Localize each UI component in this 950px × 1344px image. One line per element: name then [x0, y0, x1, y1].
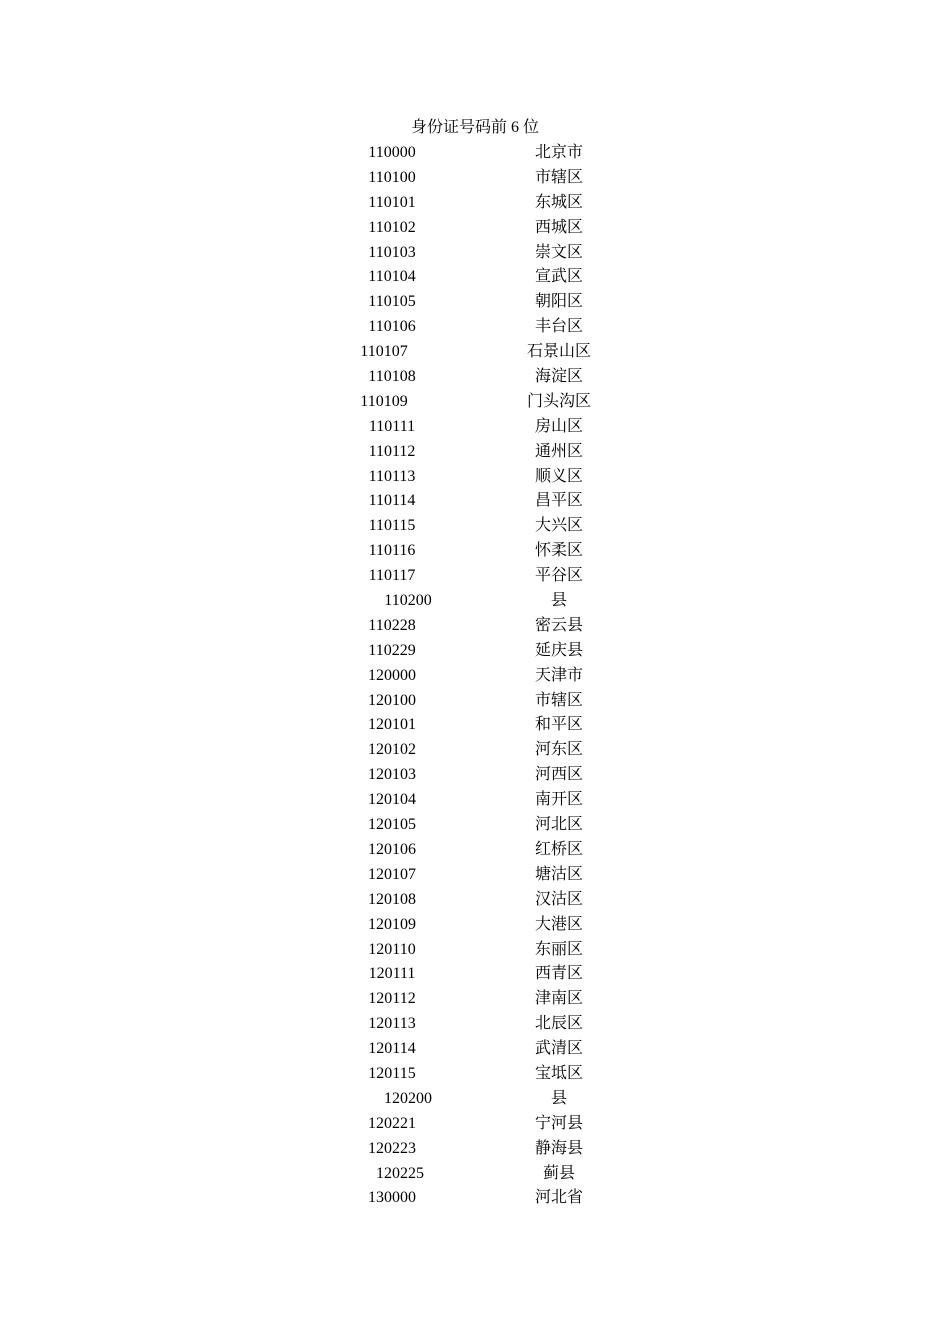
region-name: 大兴区 — [534, 517, 584, 535]
region-code: 130000 — [368, 1189, 416, 1207]
table-row — [0, 1162, 950, 1187]
region-code: 120104 — [368, 791, 416, 809]
region-name: 怀柔区 — [534, 542, 584, 560]
table-row — [0, 589, 950, 614]
region-name: 密云县 — [534, 616, 584, 634]
region-name: 北京市 — [534, 144, 584, 161]
table-row — [0, 738, 950, 763]
region-name: 河北省 — [534, 1189, 584, 1207]
table-row — [0, 664, 950, 689]
region-name: 东丽区 — [534, 940, 584, 958]
region-code: 120200 — [384, 1089, 432, 1107]
region-code: 120221 — [368, 1114, 416, 1132]
region-name: 平谷区 — [534, 567, 584, 585]
region-code: 120106 — [368, 840, 416, 858]
region-name: 宣武区 — [534, 268, 584, 286]
table-row — [0, 489, 950, 514]
table-row — [0, 1037, 950, 1062]
region-code: 120000 — [368, 666, 416, 684]
region-code: 110228 — [368, 616, 416, 634]
table-row — [0, 440, 950, 465]
table-row — [0, 265, 950, 290]
region-code: 110000 — [368, 144, 416, 161]
region-code: 110105 — [368, 293, 416, 311]
table-row — [0, 365, 950, 390]
region-name: 西青区 — [534, 965, 584, 983]
region-name: 西城区 — [534, 218, 584, 236]
table-row — [0, 415, 950, 440]
region-code: 110104 — [368, 268, 416, 286]
region-name: 南开区 — [534, 791, 584, 809]
region-name: 石景山区 — [526, 343, 592, 361]
region-name: 和平区 — [534, 716, 584, 734]
table-row — [0, 191, 950, 216]
table-row — [0, 1012, 950, 1037]
table-row — [0, 564, 950, 589]
region-name: 市辖区 — [534, 168, 584, 186]
region-name: 县 — [550, 592, 568, 610]
region-code: 110103 — [368, 243, 416, 261]
table-row — [0, 1186, 950, 1211]
table-row — [0, 1112, 950, 1137]
table-row — [0, 763, 950, 788]
region-code: 120109 — [368, 915, 416, 933]
region-name: 县 — [550, 1089, 568, 1107]
region-name: 河北区 — [534, 816, 584, 834]
region-code: 120115 — [368, 1064, 416, 1082]
region-name: 东城区 — [534, 193, 584, 211]
table-row — [0, 539, 950, 564]
table-row — [0, 838, 950, 863]
table-row — [0, 639, 950, 664]
region-code: 120102 — [368, 741, 416, 759]
region-code: 110113 — [368, 467, 416, 485]
table-row — [0, 1137, 950, 1162]
region-code: 120103 — [368, 766, 416, 784]
region-name: 通州区 — [534, 442, 584, 460]
table-row — [0, 938, 950, 963]
table-row — [0, 888, 950, 913]
region-name: 红桥区 — [534, 840, 584, 858]
region-name: 丰台区 — [534, 318, 584, 336]
region-code: 110111 — [368, 417, 416, 435]
table-row — [0, 962, 950, 987]
table-row — [0, 514, 950, 539]
region-name: 房山区 — [534, 417, 584, 435]
region-code: 110101 — [368, 193, 416, 211]
region-name: 河西区 — [534, 766, 584, 784]
table-row — [0, 141, 950, 166]
region-code: 110114 — [368, 492, 416, 510]
region-name: 塘沽区 — [534, 865, 584, 883]
table-row — [0, 315, 950, 340]
region-code: 120112 — [368, 990, 416, 1008]
region-code: 110112 — [368, 442, 416, 460]
region-code: 110117 — [368, 567, 416, 585]
region-code: 120225 — [376, 1164, 424, 1182]
region-name: 海淀区 — [534, 368, 584, 386]
region-code: 110107 — [360, 343, 408, 361]
region-name: 大港区 — [534, 915, 584, 933]
region-code: 110109 — [360, 392, 408, 410]
region-code: 120110 — [368, 940, 416, 958]
region-code: 110200 — [384, 592, 432, 610]
table-row — [0, 863, 950, 888]
region-code-table — [0, 141, 950, 1211]
table-row — [0, 465, 950, 490]
document-title: 身份证号码前 6 位 — [410, 119, 539, 136]
region-name: 顺义区 — [534, 467, 584, 485]
region-name: 津南区 — [534, 990, 584, 1008]
region-code: 120107 — [368, 865, 416, 883]
region-name: 宁河县 — [534, 1114, 584, 1132]
region-name: 静海县 — [534, 1139, 584, 1157]
region-code: 120113 — [368, 1015, 416, 1033]
region-code: 120114 — [368, 1040, 416, 1058]
region-name: 天津市 — [534, 666, 584, 684]
table-row — [0, 614, 950, 639]
region-code: 120108 — [368, 890, 416, 908]
table-row — [0, 788, 950, 813]
region-name: 朝阳区 — [534, 293, 584, 311]
region-name: 蓟县 — [542, 1164, 576, 1182]
region-code: 110229 — [368, 641, 416, 659]
table-row — [0, 216, 950, 241]
region-code: 120223 — [368, 1139, 416, 1157]
region-code: 120101 — [368, 716, 416, 734]
region-name: 武清区 — [534, 1040, 584, 1058]
table-row — [0, 813, 950, 838]
table-row — [0, 241, 950, 266]
region-name: 市辖区 — [534, 691, 584, 709]
region-name: 昌平区 — [534, 492, 584, 510]
table-row — [0, 913, 950, 938]
region-name: 崇文区 — [534, 243, 584, 261]
region-code: 120111 — [368, 965, 416, 983]
region-code: 110100 — [368, 168, 416, 186]
region-name: 汉沽区 — [534, 890, 584, 908]
table-row — [0, 166, 950, 191]
table-row — [0, 1087, 950, 1112]
table-row — [0, 987, 950, 1012]
table-row — [0, 340, 950, 365]
table-row — [0, 290, 950, 315]
table-row — [0, 713, 950, 738]
region-name: 延庆县 — [534, 641, 584, 659]
region-name: 北辰区 — [534, 1015, 584, 1033]
region-name: 河东区 — [534, 741, 584, 759]
region-code: 110102 — [368, 218, 416, 236]
region-code: 110108 — [368, 368, 416, 386]
region-code: 120100 — [368, 691, 416, 709]
table-row — [0, 689, 950, 714]
region-name: 宝坻区 — [534, 1064, 584, 1082]
region-code: 110106 — [368, 318, 416, 336]
region-code: 110115 — [368, 517, 416, 535]
region-code: 120105 — [368, 816, 416, 834]
region-code: 110116 — [368, 542, 416, 560]
table-row — [0, 1062, 950, 1087]
region-name: 门头沟区 — [526, 392, 592, 410]
table-row — [0, 390, 950, 415]
